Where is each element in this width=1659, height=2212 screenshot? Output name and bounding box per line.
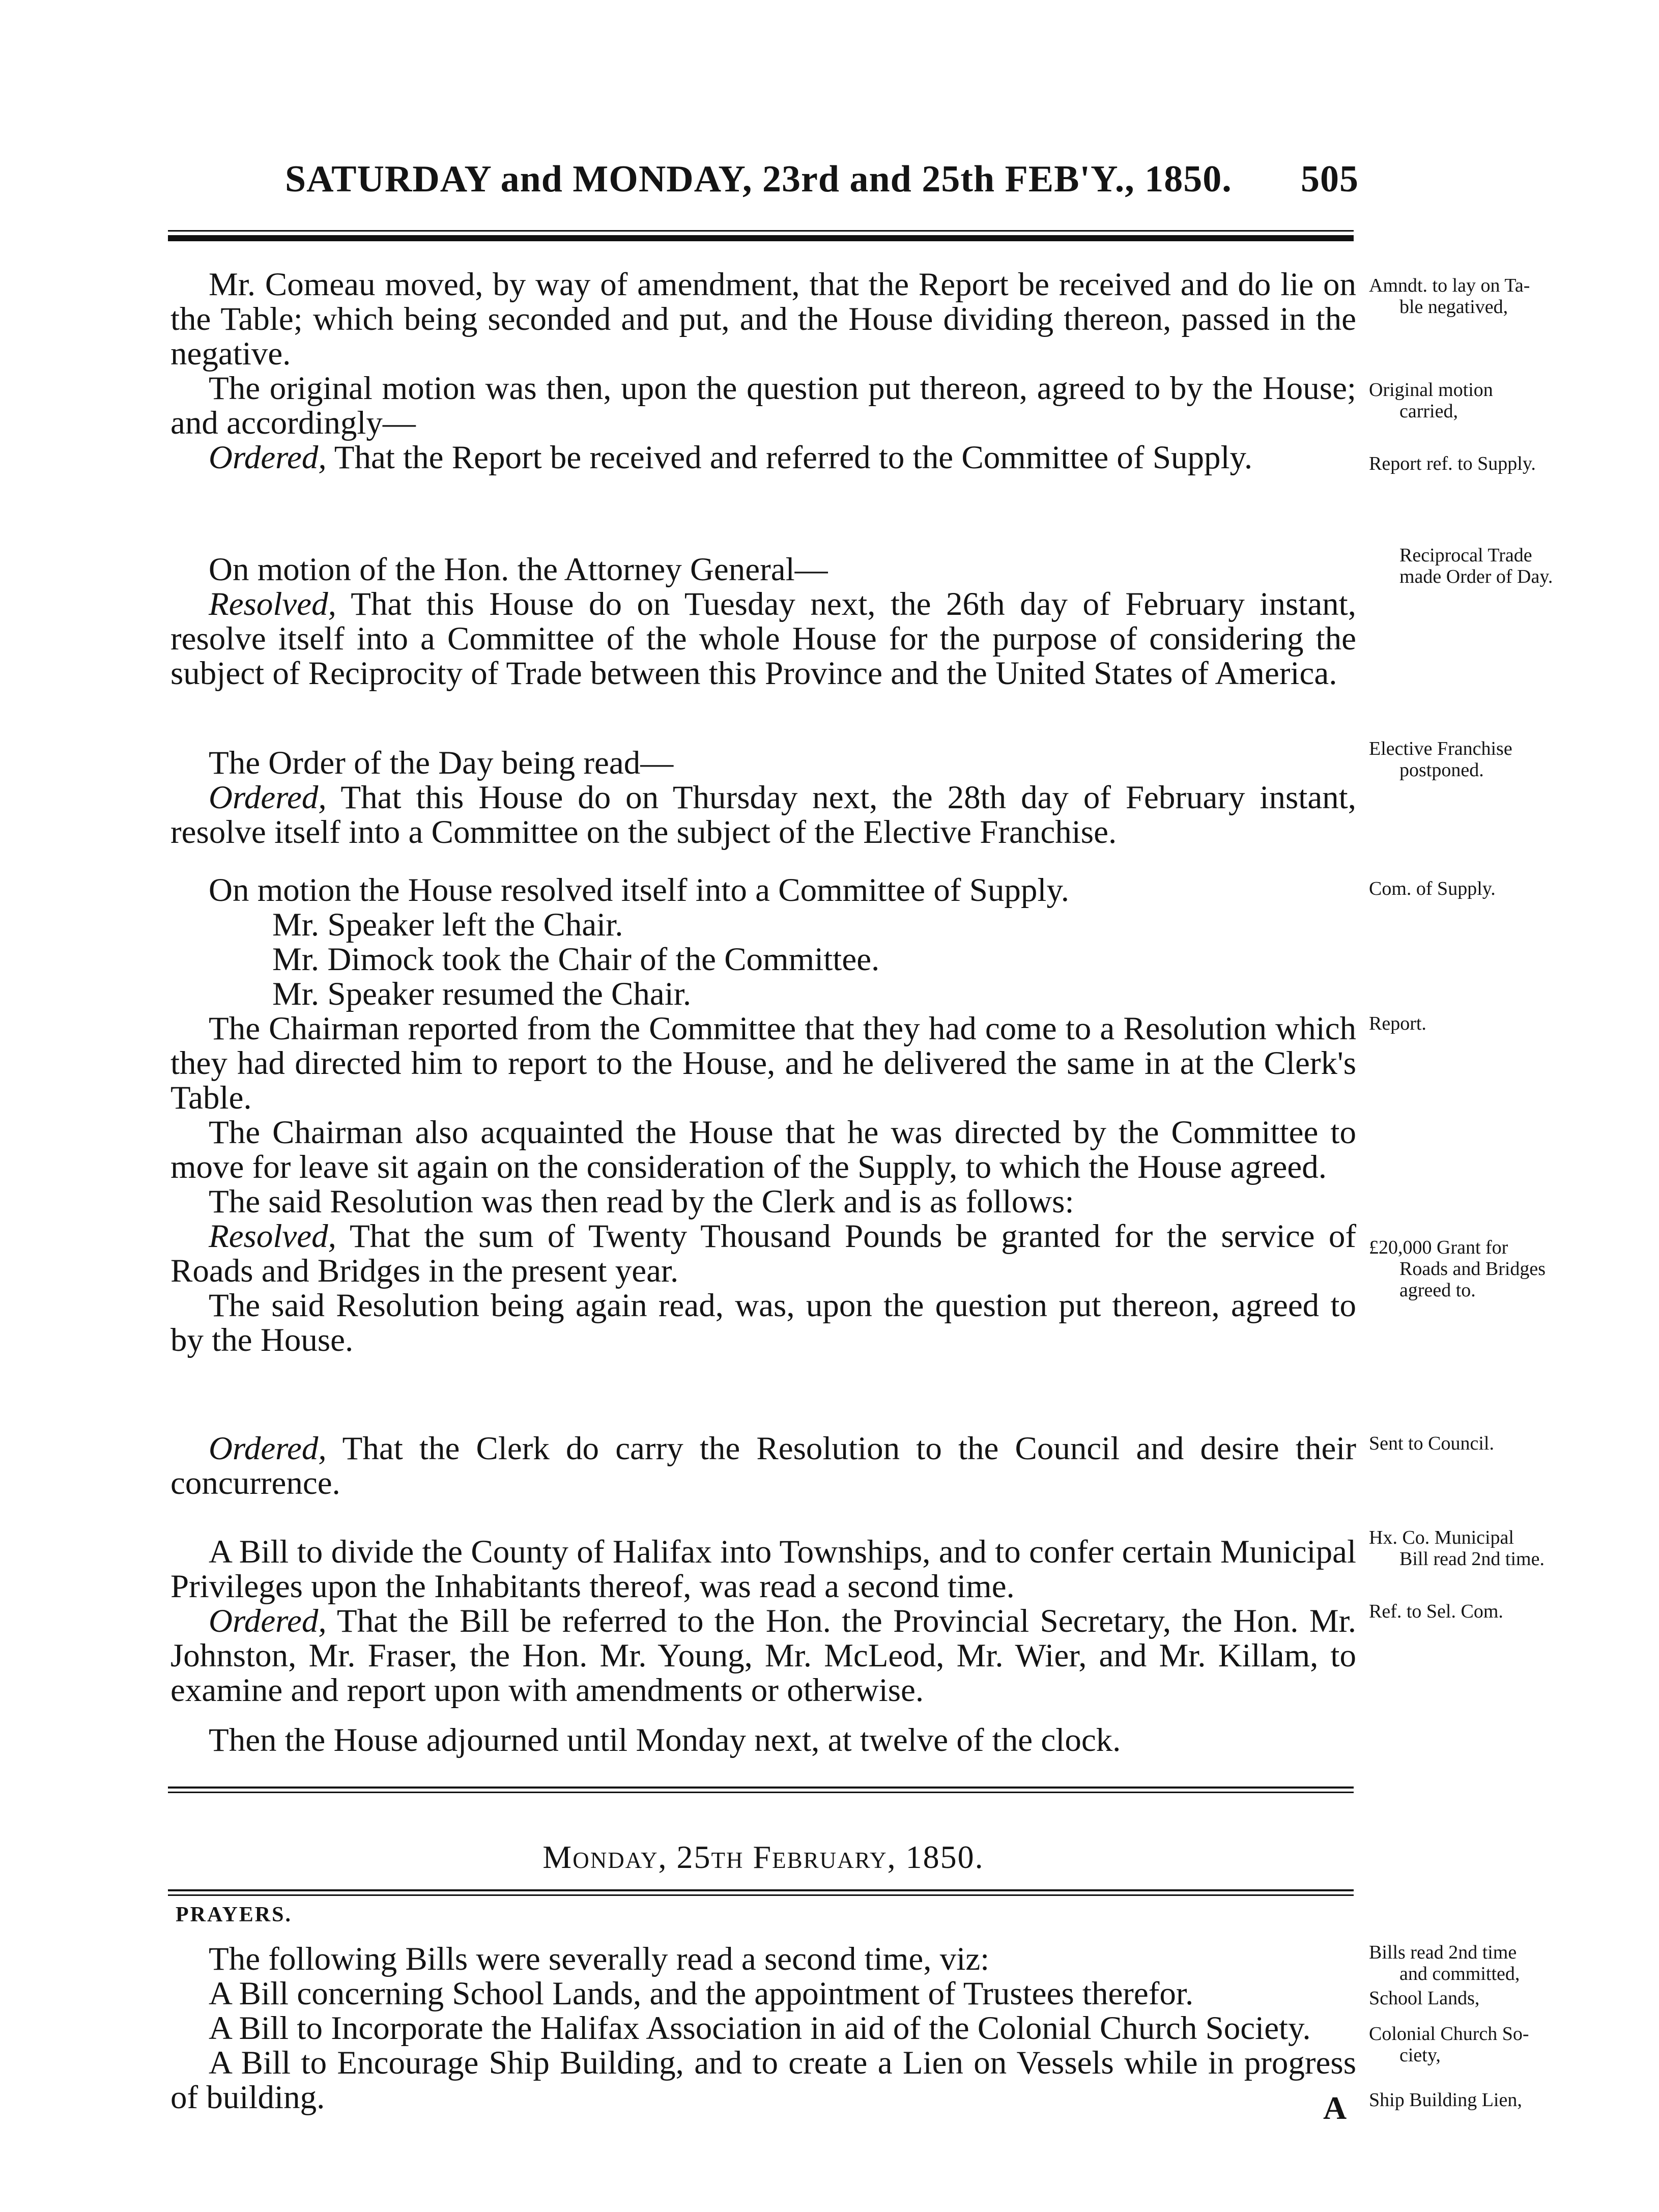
paragraph (170, 1219, 1356, 1288)
margin-note-amendment (1369, 275, 1572, 318)
paragraph (170, 1604, 1356, 1708)
note-line: Hx. Co. Municipal (1369, 1527, 1514, 1548)
section-rule-top (168, 1786, 1354, 1789)
header-title: SATURDAY and MONDAY, 23rd and 25th FEB'Y., 1850. (285, 158, 1232, 200)
paragraph: A Bill to Encourage Ship Building, and to create a Lien on Vessels while in progress of building. (170, 2045, 1356, 2116)
note-line: Reciprocal Trade (1399, 545, 1532, 566)
page-number: 505 (1301, 158, 1359, 200)
paragraph-text: That the sum of Twenty Thousand Pounds be granted for the service of Roads and Bridges in the present year. (170, 1218, 1356, 1289)
note-line: postponed. (1399, 759, 1484, 781)
paragraph (170, 1431, 1356, 1500)
paragraph: The Chairman reported from the Committee that they had come to a Resolution which they had directed him to report to the House, and he delivered the same in at the Clerk's Table. (170, 1010, 1356, 1116)
margin-note-franchise (1369, 738, 1572, 781)
margin-note-original-motion (1369, 379, 1572, 422)
paragraph-text: That the Clerk do carry the Resolution to the Council and desire their concurrence. (170, 1430, 1356, 1501)
paragraph: The Chairman also acquainted the House that he was directed by the Committee to move for leave sit again on the consideration of the Supply, to which the House agreed. (170, 1114, 1356, 1185)
italic-lead: Resolved, (209, 1218, 336, 1255)
entry-halifax-bill (170, 1535, 1356, 1708)
note-line: Sent to Council. (1369, 1433, 1494, 1454)
note-line: Roads and Bridges (1399, 1258, 1546, 1280)
note-line: Elective Franchise (1369, 738, 1512, 759)
entry-amendment (170, 267, 1356, 475)
margin-note-colonial-church (1369, 2023, 1572, 2066)
section-rule-bottom-2 (168, 1894, 1354, 1896)
margin-note-supply (1369, 878, 1572, 899)
paragraph: The Order of the Day being read— (209, 745, 674, 781)
margin-note-school-lands (1369, 1988, 1572, 2009)
note-line: made Order of Day. (1399, 566, 1553, 587)
paragraph: On motion of the Hon. the Attorney General— (209, 551, 828, 588)
paragraph-text: That this House do on Tuesday next, the 26th day of February instant, resolve itself into a Committee of the whole House for the purpose of considering the subject of Reciprocity of Trade between this Province and the United States of America. (170, 586, 1356, 692)
note-line: Report. (1369, 1013, 1426, 1034)
paragraph: A Bill to Incorporate the Halifax Association in aid of the Colonial Church Society. (209, 2010, 1311, 2047)
italic-lead: Ordered, (209, 779, 327, 816)
section-heading: Monday, 25th February, 1850. (542, 1839, 984, 1875)
italic-lead: Ordered, (209, 439, 327, 476)
note-line: Bills read 2nd time (1369, 1942, 1517, 1963)
margin-note-bills-read (1369, 1942, 1572, 1984)
paragraph: On motion the House resolved itself into a Committee of Supply. (209, 872, 1069, 909)
entry-adjournment (170, 1723, 1356, 1757)
paragraph-text: That the Bill be referred to the Hon. the Provincial Secretary, the Hon. Mr. Johnston, Mr. Fraser, the Hon. Mr. Young, Mr. McLeod, Mr. Wier, and Mr. Killam, to examine and report upon with amendments or otherwise. (170, 1603, 1356, 1709)
margin-note-ship-building (1369, 2089, 1572, 2111)
note-line: Colonial Church So- (1369, 2023, 1529, 2045)
margin-note-select-committee (1369, 1601, 1572, 1622)
page-header (285, 158, 1359, 214)
paragraph: The said Resolution was then read by the Clerk and is as follows: (209, 1183, 1074, 1220)
note-line: Amndt. to lay on Ta- (1369, 275, 1530, 296)
note-line: Report ref. to Supply. (1369, 453, 1536, 474)
header-rule-thick (168, 235, 1354, 241)
note-line: Ship Building Lien, (1369, 2089, 1522, 2111)
paragraph: The following Bills were severally read a second time, viz: (209, 1941, 990, 1977)
note-line: ciety, (1399, 2045, 1441, 2066)
entry-sent-to-council (170, 1431, 1356, 1500)
note-line: and committed, (1399, 1963, 1520, 1984)
italic-lead: Ordered, (209, 1603, 327, 1639)
entry-bills-second-reading (170, 1942, 1356, 2115)
paragraph: Mr. Dimock took the Chair of the Committee. (272, 941, 880, 978)
entry-elective-franchise (170, 746, 1356, 849)
margin-note-grant (1369, 1237, 1572, 1301)
paragraph: Mr. Speaker resumed the Chair. (272, 976, 692, 1012)
section-rule-bottom (168, 1889, 1354, 1891)
prayers-label: PRAYERS. (176, 1903, 292, 1926)
margin-note-report-ref (1369, 453, 1572, 474)
paragraph: The original motion was then, upon the question put thereon, agreed to by the House; and accordingly— (170, 370, 1356, 441)
note-line: £20,000 Grant for (1369, 1237, 1508, 1258)
note-line: agreed to. (1399, 1280, 1476, 1301)
paragraph (170, 780, 1356, 849)
entry-committee-of-supply (170, 873, 1356, 1357)
paragraph-text: That the Report be received and referred to the Committee of Supply. (326, 439, 1253, 476)
note-line: School Lands, (1369, 1988, 1480, 2009)
note-line: Com. of Supply. (1369, 878, 1496, 899)
paragraph (170, 587, 1356, 691)
section-rule-top-2 (168, 1792, 1354, 1793)
paragraph (170, 440, 1356, 475)
paragraph-text: That this House do on Thursday next, the 28th day of February instant, resolve itself into a Committee on the subject of the Elective Franchise. (170, 779, 1356, 850)
paragraph: A Bill to divide the County of Halifax into Townships, and to confer certain Municipal Privileges upon the Inhabitants thereof, was read a second time. (170, 1534, 1356, 1605)
margin-note-report (1369, 1013, 1572, 1034)
note-line: Bill read 2nd time. (1399, 1548, 1544, 1570)
paragraph: The said Resolution being again read, was, upon the question put thereon, agreed to by the House. (170, 1287, 1356, 1358)
italic-lead: Resolved, (209, 586, 336, 622)
entry-reciprocal-trade (170, 552, 1356, 691)
note-line: Ref. to Sel. Com. (1369, 1601, 1503, 1622)
paragraph: Then the House adjourned until Monday next, at twelve of the clock. (209, 1722, 1121, 1759)
margin-note-council (1369, 1433, 1572, 1454)
paragraph: Mr. Speaker left the Chair. (272, 906, 623, 943)
margin-note-reciprocal (1369, 545, 1572, 587)
note-line: ble negatived, (1399, 296, 1508, 318)
paragraph: A Bill concerning School Lands, and the appointment of Trustees therefor. (209, 1975, 1194, 2012)
margin-note-halifax-bill (1369, 1527, 1572, 1570)
italic-lead: Ordered, (209, 1430, 327, 1467)
catchword: A (1323, 2090, 1347, 2126)
header-rule-thin (168, 230, 1354, 232)
note-line: Original motion (1369, 379, 1493, 401)
note-line: carried, (1399, 401, 1458, 422)
paragraph: Mr. Comeau moved, by way of amendment, that the Report be received and do lie on the Table; which being seconded and put, and the House dividing thereon, passed in the negative. (170, 266, 1356, 372)
